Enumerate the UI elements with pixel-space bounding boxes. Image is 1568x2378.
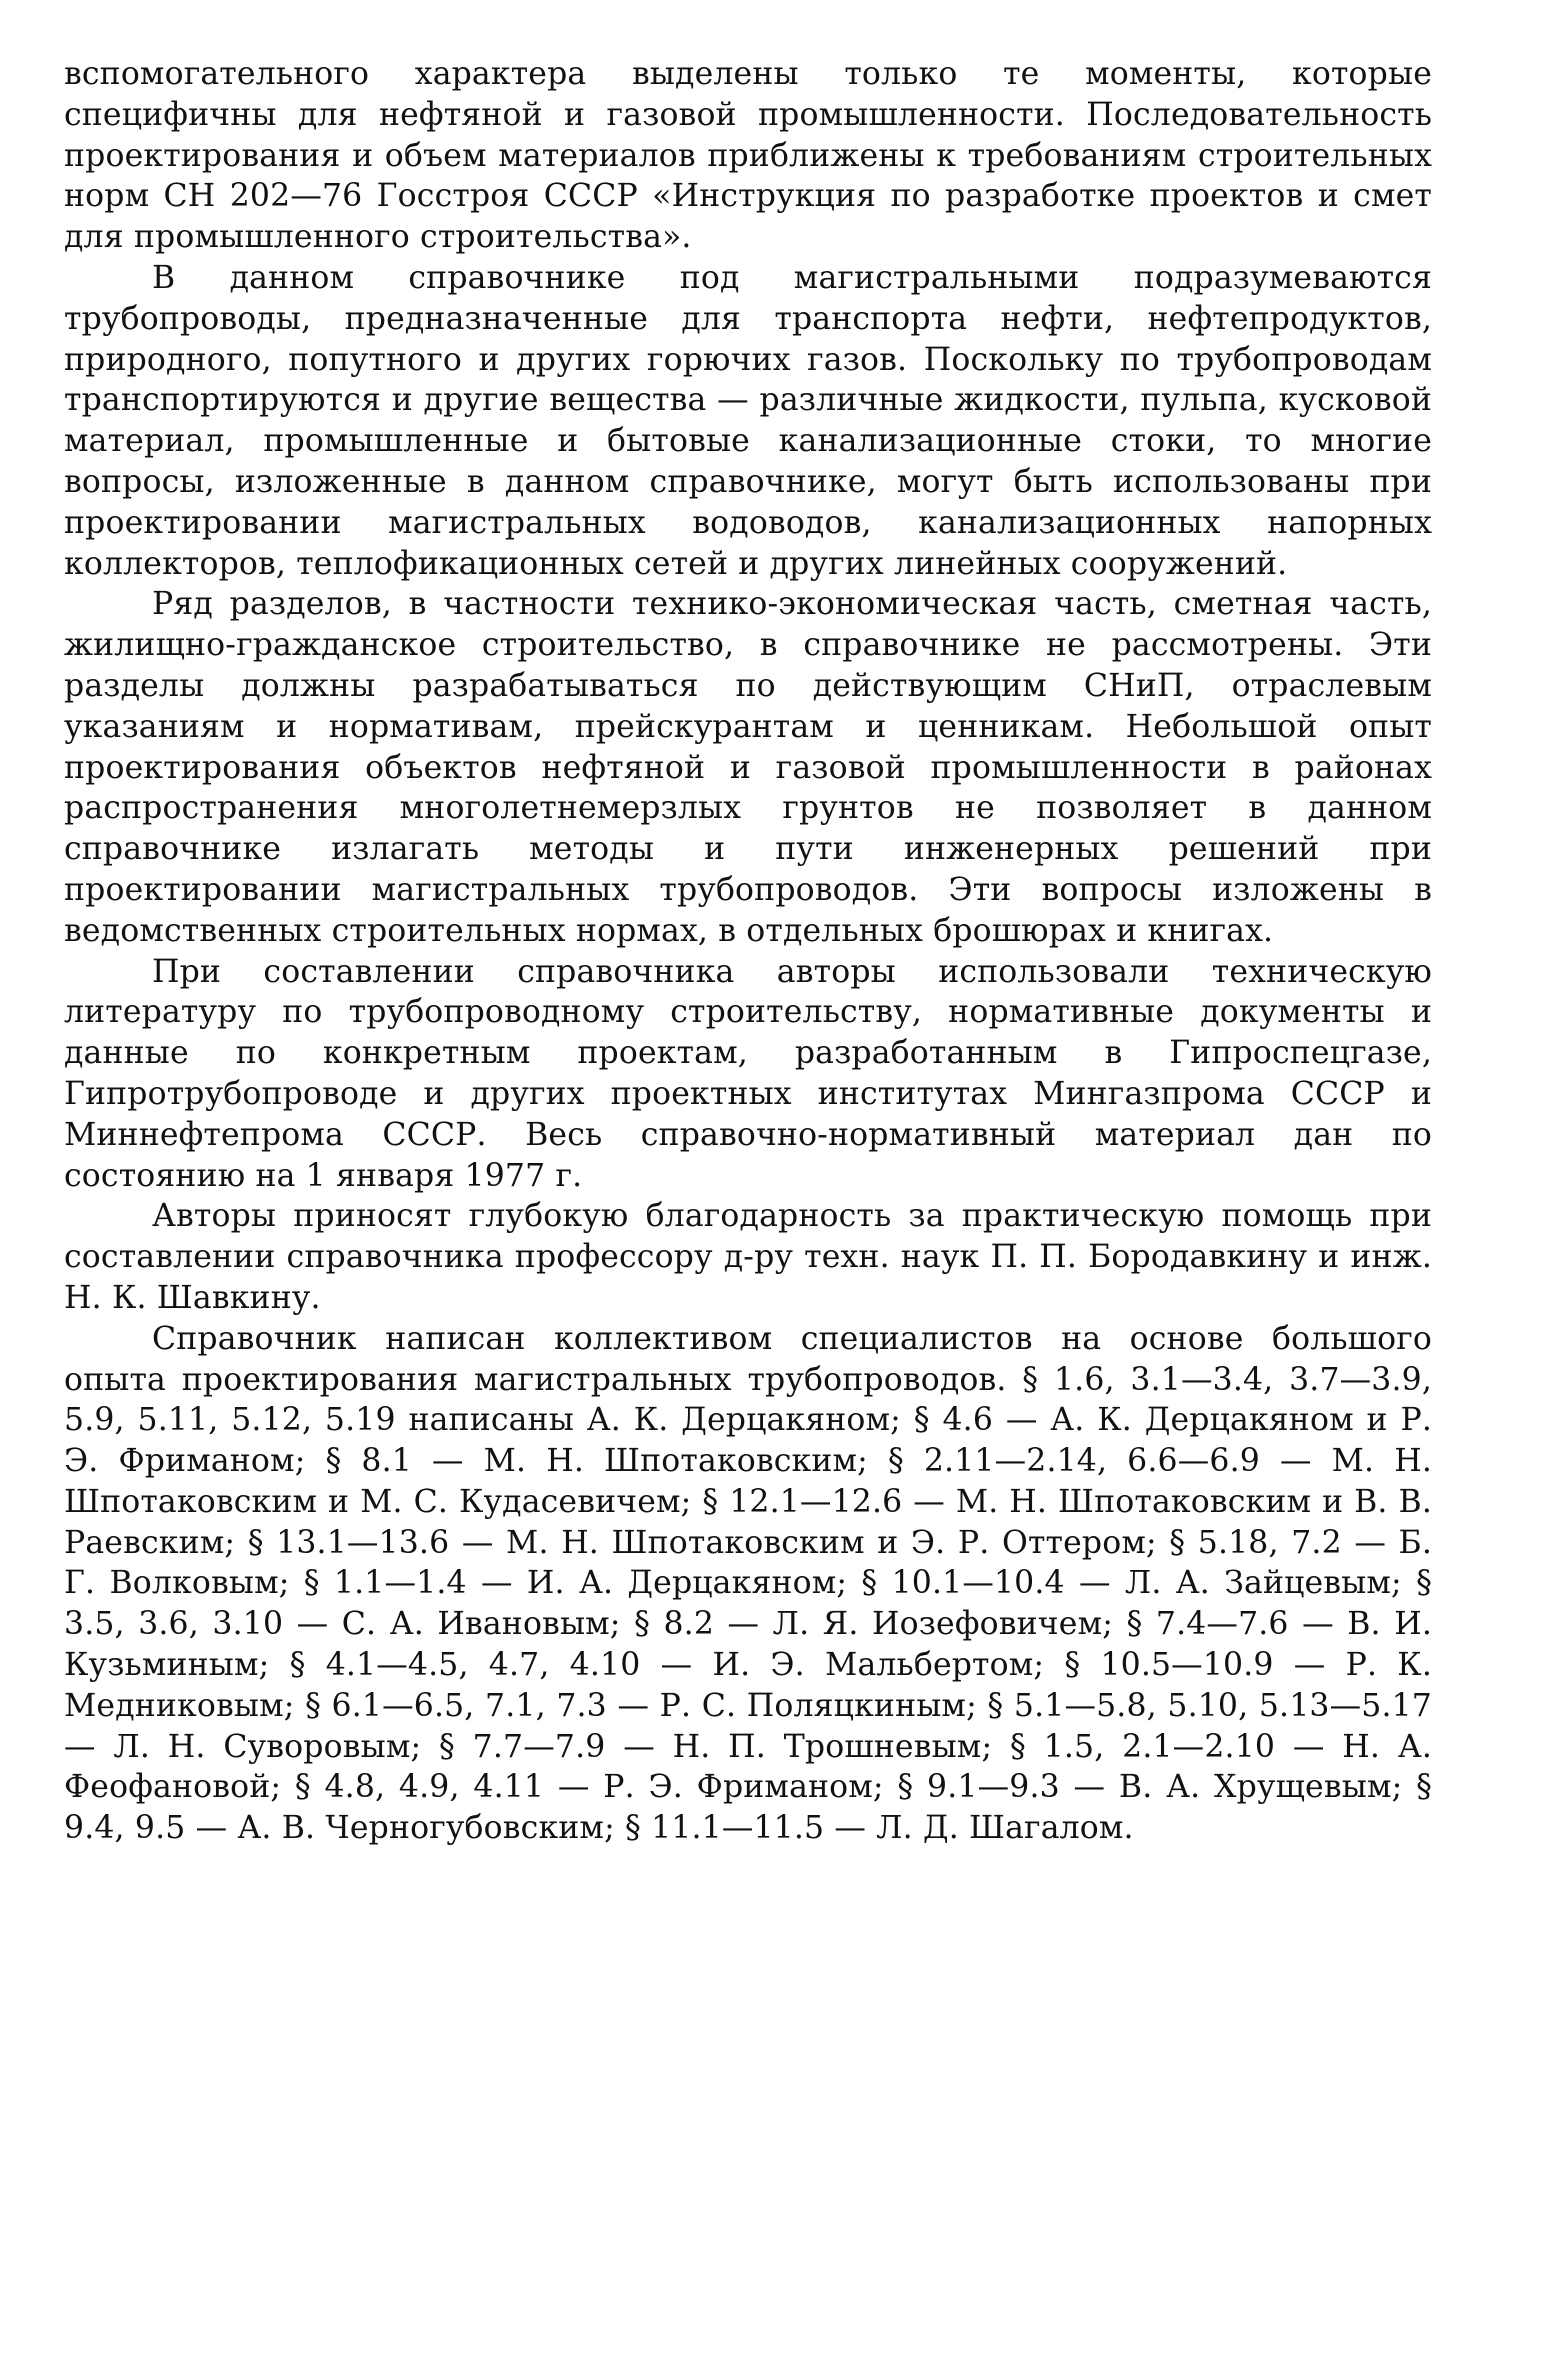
- paragraph-excluded-sections: Ряд разделов, в частности технико-экономическая часть, сметная часть, жилищно-гражданское строительство, в справочнике не рассмотрены. Эти разделы должны разрабатываться по действующим СНиП, отраслевым указаниям и нормативам, прейскурантам и ценникам. Небольшой опыт проектирования объектов нефтяной и газовой промышленности в районах распространения многолетнемерзлых грунтов не позволяет в данном справочнике излагать методы и пути инженерных решений при проектировании магистральных трубопроводов. Эти вопросы изложены в ведомственных строительных нормах, в отдельных брошюрах и книгах.: [64, 586, 1432, 949]
- paragraph-intro-continuation: вспомогательного характера выделены только те моменты, которые специфичны для нефтяной и газовой промышленности. Последовательность проектирования и объем материалов приближены к требованиям строительных норм СН 202—76 Госстроя СССР «Инструкция по разработке проектов и смет для промышленного строительства».: [64, 56, 1432, 256]
- paragraph-definition: В данном справочнике под магистральными подразумеваются трубопроводы, предназначенные для транспорта нефти, нефтепродуктов, природного, попутного и других горючих газов. Поскольку по трубопроводам транспортируются и другие вещества — различные жидкости, пульпа, кусковой материал, промышленные и бытовые канализационные стоки, то многие вопросы, изложенные в данном справочнике, могут быть использованы при проектировании магистральных водоводов, канализационных напорных коллекторов, теплофикационных сетей и других линейных сооружений.: [64, 259, 1432, 582]
- paragraph-sources: При составлении справочника авторы использовали техническую литературу по трубопроводному строительству, нормативные документы и данные по конкретным проектам, разработанным в Гипроспецгазе, Гипротрубопроводе и других проектных институтах Мингазпрома СССР и Миннефтепрома СССР. Весь справочно-нормативный материал дан по состоянию на 1 января 1977 г.: [64, 953, 1432, 1194]
- document-page: [64, 54, 1432, 1849]
- paragraph-acknowledgements: Авторы приносят глубокую благодарность за практическую помощь при составлении справочника профессору д-ру техн. наук П. П. Бородавкину и инж. Н. К. Шавкину.: [64, 1198, 1432, 1316]
- paragraph-authors: Справочник написан коллективом специалистов на основе большого опыта проектирования магистральных трубопроводов. § 1.6, 3.1—3.4, 3.7—3.9, 5.9, 5.11, 5.12, 5.19 написаны А. К. Дерцакяном; § 4.6 — А. К. Дерцакяном и Р. Э. Фриманом; § 8.1 — М. Н. Шпотаковским; § 2.11—2.14, 6.6—6.9 — М. Н. Шпотаковским и М. С. Кудасевичем; § 12.1—12.6 — М. Н. Шпотаковским и В. В. Раевским; § 13.1—13.6 — М. Н. Шпотаковским и Э. Р. Оттером; § 5.18, 7.2 — Б. Г. Волковым; § 1.1—1.4 — И. А. Дерцакяном; § 10.1—10.4 — Л. А. Зайцевым; § 3.5, 3.6, 3.10 — С. А. Ивановым; § 8.2 — Л. Я. Иозефовичем; § 7.4—7.6 — В. И. Кузьминым; § 4.1—4.5, 4.7, 4.10 — И. Э. Мальбертом; § 10.5—10.9 — Р. К. Медниковым; § 6.1—6.5, 7.1, 7.3 — Р. С. Поляцкиным; § 5.1—5.8, 5.10, 5.13—5.17 — Л. Н. Суворовым; § 7.7—7.9 — Н. П. Трошневым; § 1.5, 2.1—2.10 — Н. А. Феофановой; § 4.8, 4.9, 4.11 — Р. Э. Фриманом; § 9.1—9.3 — В. А. Хрущевым; § 9.4, 9.5 — А. В. Черногубовским; § 11.1—11.5 — Л. Д. Шагалом.: [64, 1320, 1432, 1847]
